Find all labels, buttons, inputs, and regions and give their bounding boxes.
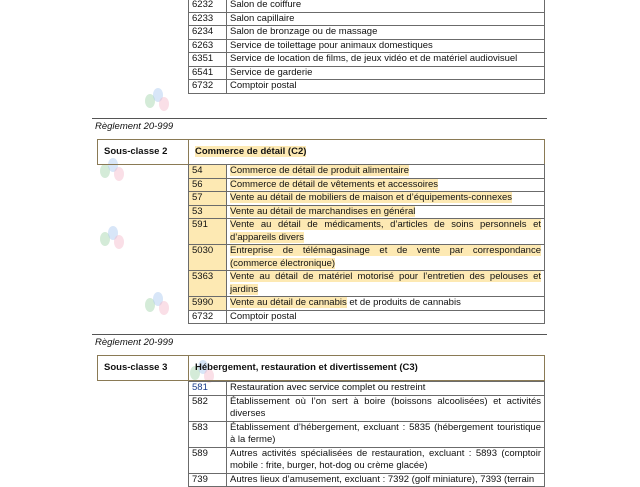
table-row: 6234 Salon de bronzage ou de massage [189, 26, 545, 40]
table-row: 583 Établissement d’hébergement, excluant : 5835 (hébergement touristique à la ferme) [189, 421, 545, 447]
table-row: 56 Commerce de détail de vêtements et accessoires [189, 178, 545, 192]
table-row: 6732 Comptoir postal [189, 80, 545, 94]
subclass-label: Sous-classe 2 [98, 140, 189, 165]
table-row: 5030 Entreprise de télémagasinage et de vente par correspondance (commerce électronique) [189, 245, 545, 271]
subclass-header [97, 139, 545, 165]
table-row: 6541 Service de garderie [189, 66, 545, 80]
watermark-logo [145, 88, 171, 114]
section-divider [92, 118, 547, 119]
table-c2-codes [188, 164, 545, 324]
table-row: 582 Établissement où l’on sert à boire (boissons alcoolisées) et activités diverses [189, 395, 545, 421]
table-row: 6351 Service de location de films, de jeux vidéo et de matériel audiovisuel [189, 53, 545, 67]
table-row: 589 Autres activités spécialisées de restauration, excluant : 5893 (comptoir mobile : frite, burger, hot-dog ou crème glacée) [189, 447, 545, 473]
table-c3-codes [188, 381, 545, 487]
table-row: 6732 Comptoir postal [189, 310, 545, 324]
subclass-label: Sous-classe 3 [98, 356, 189, 381]
table-row: 581 Restauration avec service complet ou restreint [189, 382, 545, 396]
subclass-title: Hébergement, restauration et divertissement (C3) [189, 356, 545, 381]
reglement-label: Règlement 20-999 [95, 121, 174, 132]
table-row: 6233 Salon capillaire [189, 12, 545, 26]
section-divider [92, 334, 547, 335]
table-row: 591 Vente au détail de médicaments, d’articles de soins personnels et d’appareils divers [189, 219, 545, 245]
table-row: 57 Vente au détail de mobiliers de maison et d’équipements-connexes [189, 192, 545, 206]
table-row: 6263 Service de toilettage pour animaux domestiques [189, 39, 545, 53]
watermark-logo [100, 226, 126, 252]
table-top-codes [188, 0, 545, 94]
table-row: 5363 Vente au détail de matériel motorisé pour l’entretien des pelouses et jardins [189, 271, 545, 297]
subclass-header [97, 355, 545, 381]
subclass-title: Commerce de détail (C2) [189, 140, 545, 165]
table-row: 739 Autres lieux d’amusement, excluant : 7392 (golf miniature), 7393 (terrain [189, 473, 545, 487]
reglement-label: Règlement 20-999 [95, 337, 174, 348]
table-row: 6232 Salon de coiffure [189, 0, 545, 12]
table-row: 5990 Vente au détail de cannabis et de produits de cannabis [189, 297, 545, 311]
table-row: 54 Commerce de détail de produit alimentaire [189, 165, 545, 179]
watermark-logo [145, 292, 171, 318]
table-row: 53 Vente au détail de marchandises en général [189, 205, 545, 219]
